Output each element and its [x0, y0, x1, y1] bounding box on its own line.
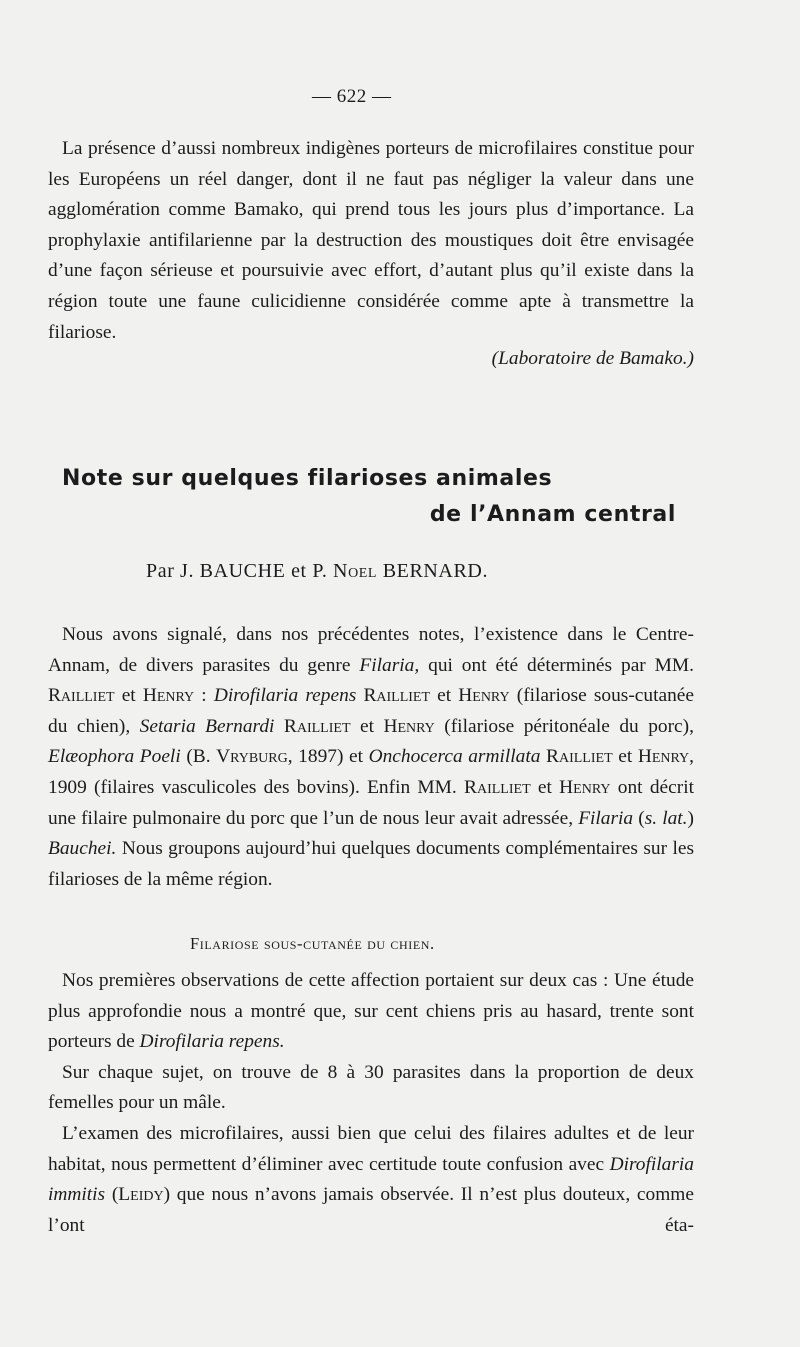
text-run: ) — [687, 807, 694, 829]
text-run: et — [530, 776, 560, 798]
source-attribution: (Laboratoire de Bamako.) — [491, 348, 694, 369]
text-run: (filariose sous-cutanée du chien), — [48, 685, 694, 737]
text-run: Nous groupons aujourd’hui quelques documents complémentaires sur les filarioses de la même région. — [48, 838, 694, 890]
article-title-line-1: Note sur quelques filarioses animales — [62, 466, 553, 491]
author-name: Henry — [383, 715, 435, 737]
author-1: BAUCHE — [199, 560, 286, 582]
text-run: et — [350, 715, 384, 737]
text-run: ( — [633, 807, 645, 829]
text-run: ont décrit une filaire pulmonaire du porc que l’un de nous leur avait adressée, — [48, 776, 694, 829]
author-name: Henry — [458, 685, 510, 707]
byline — [146, 560, 488, 583]
text-run: (B. — [180, 746, 217, 768]
text-run: qui ont été déterminés par MM. — [419, 654, 695, 676]
author-name: Henry — [142, 685, 195, 707]
taxon: Elæophora Poeli — [48, 746, 181, 768]
text-run — [274, 716, 283, 737]
body-paragraph-4 — [48, 1119, 694, 1241]
text-run: L’examen des microfilaires, aussi bien que celui des filaires adultes et de leur habitat, nous permettent d’éliminer avec certitude toute confusion avec — [48, 1122, 694, 1175]
author-name: Henry — [559, 776, 611, 798]
text-run: ( — [105, 1184, 119, 1206]
taxon: Filaria, — [359, 654, 420, 676]
text-run: Nos premières observations de cette affection portaient sur deux cas : Une étude plus approfondie nous a montré que, sur cent chiens pris au hasard, trente sont porteurs de — [48, 970, 694, 1053]
author-name: Vryburg — [216, 746, 288, 768]
taxon: Filaria — [578, 807, 634, 829]
article-title-line-2: de l’Annam central — [429, 502, 676, 527]
section-heading: Filariose sous-cutanée du chien. — [190, 934, 435, 953]
text-run: et — [430, 685, 459, 707]
author-name: Railliet — [283, 715, 351, 737]
author-2-surname: BERNARD. — [377, 560, 489, 582]
author-name: Leidy — [118, 1184, 164, 1206]
text-run: (filariose péritonéale du porc), — [434, 715, 694, 737]
taxon: Bauchei. — [48, 838, 117, 860]
taxon: Dirofilaria immitis — [48, 1153, 694, 1206]
byline-and: et P. — [285, 560, 334, 582]
author-2-firstname: Noel — [333, 560, 378, 582]
taxon: Setaria Bernardi — [139, 715, 275, 737]
text-run: Nous avons signalé, dans nos précédentes notes, l’existence dans le Centre-Annam, de divers parasites du genre — [48, 624, 694, 676]
text-run: , 1909 (filaires vasculicoles des bovins). Enfin MM. — [48, 746, 695, 798]
byline-prefix: Par J. — [146, 560, 200, 582]
author-name: Henry — [637, 746, 690, 768]
author-name: Railliet — [48, 685, 115, 707]
author-name: Railliet — [464, 776, 531, 798]
body-paragraph-2 — [48, 966, 694, 1058]
body-paragraph-1 — [48, 620, 694, 895]
taxon: s. lat. — [644, 807, 688, 829]
text-run: : — [194, 685, 214, 707]
text-run: ) que nous n’avons jamais observée. Il n’est plus douteux, comme l’ont éta- — [48, 1184, 694, 1236]
taxon: Onchocerca armillata — [368, 746, 541, 768]
text-run: et — [114, 685, 143, 707]
author-name: Railliet — [546, 746, 613, 768]
intro-paragraph: La présence d’aussi nombreux indigènes porteurs de microfilaires constitue pour les Européens un réel danger, dont il ne faut pas négliger la valeur dans une agglomération comme Bamako, qui prend tous les jours plus d’importance. La prophylaxie antifilarienne par la destruction des moustiques doit être envisagée d’une façon sérieuse et poursuivie avec effort, d’autant plus qu’il existe dans la région toute une faune culicidienne considérée comme apte à transmettre la filariose. — [48, 138, 694, 343]
body-paragraph-3: Sur chaque sujet, on trouve de 8 à 30 parasites dans la proportion de deux femelles pour un mâle. — [48, 1061, 694, 1114]
author-name: Railliet — [363, 685, 431, 707]
text-run: , 1897) et — [287, 746, 369, 768]
page-number: — 622 — — [312, 86, 392, 107]
text-run: et — [612, 746, 638, 768]
taxon: Dirofilaria repens — [213, 685, 357, 707]
taxon: Dirofilaria repens. — [139, 1031, 285, 1053]
section-body — [48, 966, 694, 1241]
